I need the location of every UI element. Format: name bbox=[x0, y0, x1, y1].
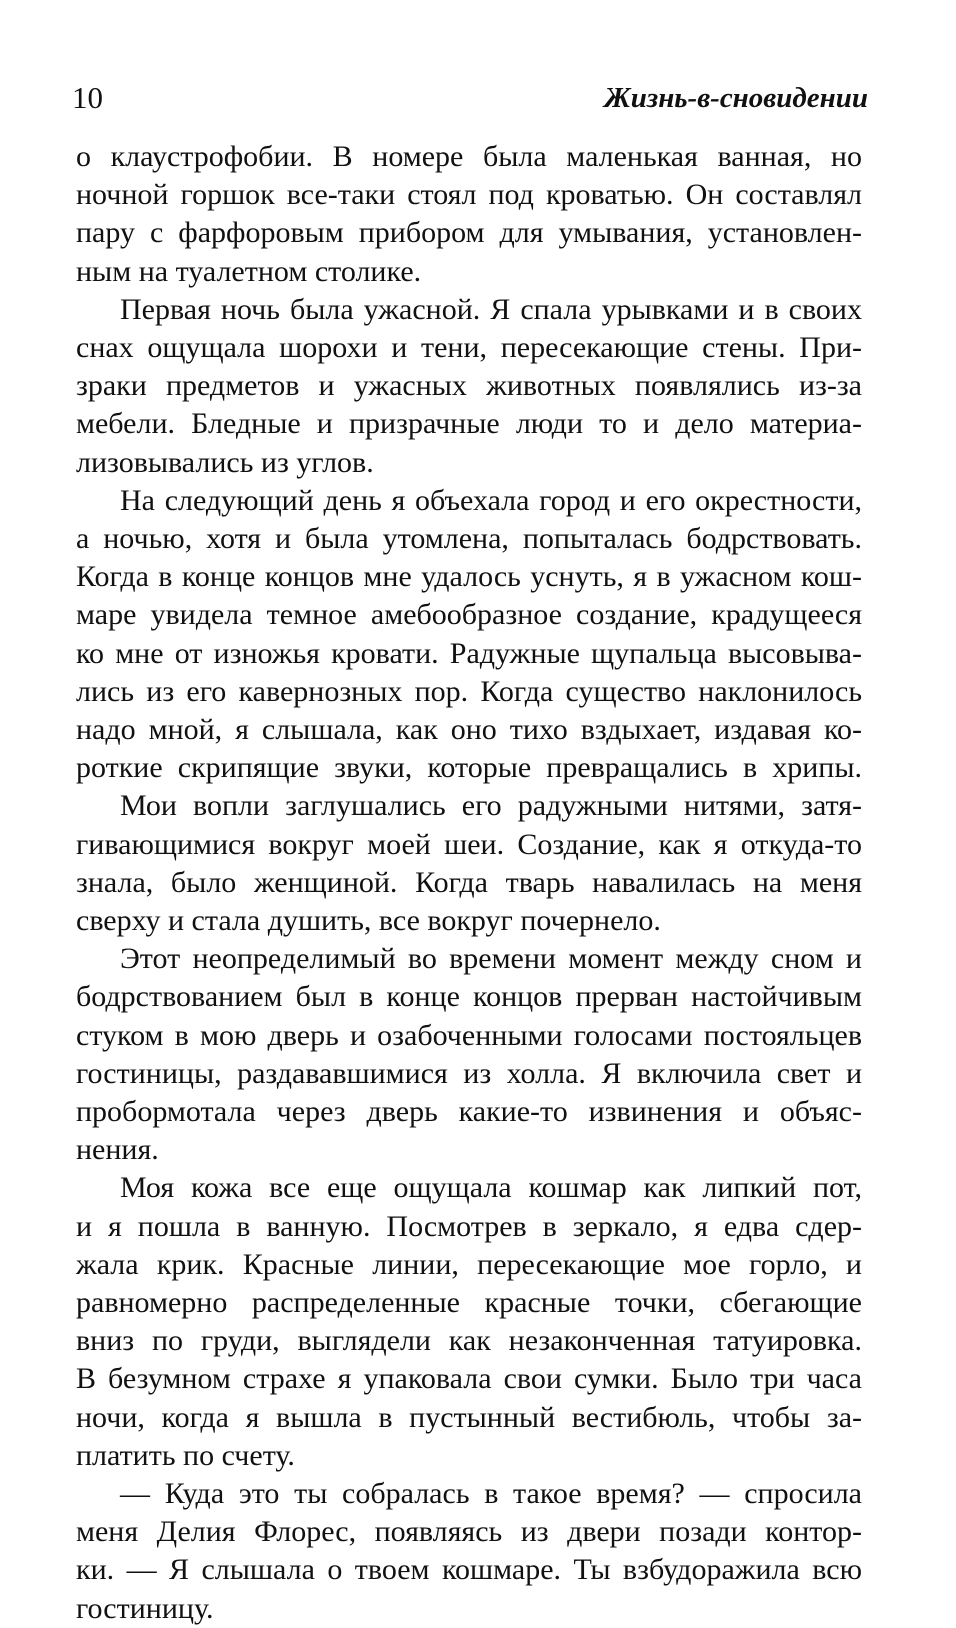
text-line: стуком в мою дверь и озабоченными голосами постояльцев bbox=[76, 1018, 862, 1052]
text-line: маре увидела темное амебообразное создание, крадущееся bbox=[76, 598, 862, 632]
text-line: В безумном страхе я упаковала свои сумки. Было три часа bbox=[76, 1362, 862, 1396]
text-line: Этот неопределимый во времени момент между сном и bbox=[120, 942, 862, 976]
text-line: ным на туалетном столике. bbox=[76, 254, 422, 288]
text-line: нения. bbox=[76, 1133, 159, 1167]
text-line: гостиницы, раздававшимися из холла. Я включила свет и bbox=[76, 1056, 862, 1090]
text-line: снах ощущала шорохи и тени, пересекающие стены. При- bbox=[76, 331, 862, 364]
text-line: и я пошла в ванную. Посмотрев в зеркало, я едва сдер- bbox=[76, 1209, 862, 1243]
page-number: 10 bbox=[72, 80, 103, 115]
text-line: бодрствованием был в конце концов прерван настойчивым bbox=[76, 980, 862, 1014]
text-line: Первая ночь была ужасной. Я спала урывками и в своих bbox=[120, 292, 862, 326]
text-line: лись из его кавернозных пор. Когда существо наклонилось bbox=[76, 674, 862, 708]
text-line: о клаустрофобии. В номере была маленькая ванная, но bbox=[76, 140, 862, 173]
text-line: сверху и стала душить, все вокруг почернело. bbox=[76, 904, 661, 937]
text-line: Моя кожа все еще ощущала кошмар как липкий пот, bbox=[120, 1171, 862, 1205]
text-line: ночной горшок все-таки стоял под кроватью. Он составлял bbox=[76, 178, 862, 212]
text-line: гивающимися вокруг моей шеи. Создание, как я откуда-то bbox=[76, 827, 862, 861]
text-line: меня Делия Флорес, появляясь из двери позади контор- bbox=[76, 1515, 862, 1549]
text-line: пробормотала через дверь какие-то извинения и объяс- bbox=[76, 1095, 862, 1128]
text-line: мебели. Бледные и призрачные люди то и дело материа- bbox=[76, 407, 862, 441]
text-line: знала, было женщиной. Когда тварь навалилась на меня bbox=[76, 865, 862, 899]
text-line: надо мной, я слышала, как оно тихо вздыхает, издавая ко- bbox=[76, 713, 862, 746]
text-line: равномерно распределенные красные точки, сбегающие bbox=[76, 1286, 862, 1319]
page-header bbox=[0, 78, 956, 118]
text-line: зраки предметов и ужасных животных появлялись из-за bbox=[76, 369, 862, 403]
text-line: ки. — Я слышала о твоем кошмаре. Ты взбудоражила всю bbox=[76, 1553, 862, 1587]
running-title: Жизнь-в-сновидении bbox=[604, 82, 868, 114]
text-line: пару с фарфоровым прибором для умывания, установлен- bbox=[76, 216, 862, 250]
text-line: а ночью, хотя и была утомлена, попыталась бодрствовать. bbox=[76, 522, 862, 555]
text-line: ночи, когда я вышла в пустынный вестибюль, чтобы за- bbox=[76, 1400, 862, 1434]
text-line: На следующий день я объехала город и его окрестности, bbox=[120, 483, 862, 517]
text-line: ко мне от изножья кровати. Радужные щупальца высовыва- bbox=[76, 636, 862, 670]
text-line: жала крик. Красные линии, пересекающие мое горло, и bbox=[76, 1247, 862, 1281]
text-line: гостиницу. bbox=[76, 1591, 214, 1625]
text-line: роткие скрипящие звуки, которые превращались в хрипы. bbox=[76, 751, 862, 785]
text-line: платить по счету. bbox=[76, 1438, 295, 1472]
text-line: — Куда это ты собралась в такое время? — спросила bbox=[120, 1477, 862, 1510]
text-line: Мои вопли заглушались его радужными нитями, затя- bbox=[120, 789, 862, 823]
text-line: Когда в конце концов мне удалось уснуть, я в ужасном кош- bbox=[76, 560, 862, 594]
text-line: лизовывались из углов. bbox=[76, 445, 374, 479]
text-line: вниз по груди, выглядели как незаконченная татуировка. bbox=[76, 1324, 862, 1358]
